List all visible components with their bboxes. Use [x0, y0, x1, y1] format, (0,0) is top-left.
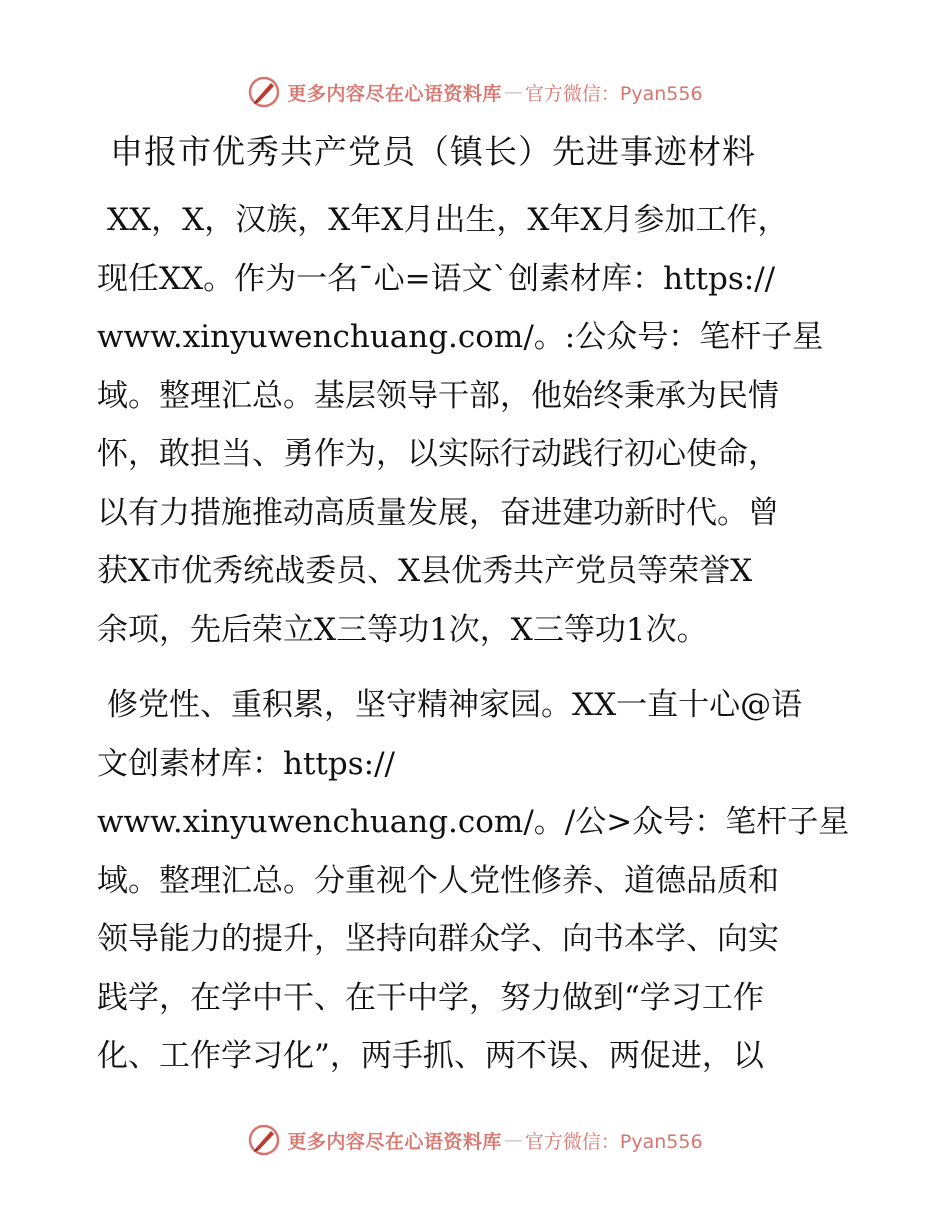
watermark-contact-text: 官方微信：Pyan556: [524, 1130, 703, 1153]
text-line: 修党性、重积累，坚守精神家园。XX一直十心@语: [107, 687, 803, 723]
text-line: www.xinyuwenchuang.com/。:公众号：笔杆子星: [97, 319, 824, 355]
watermark-header: [0, 72, 950, 112]
paragraph-2: [97, 676, 857, 1086]
quill-pen-logo-icon: [247, 75, 281, 109]
watermark-contact-text: 官方微信：Pyan556: [524, 82, 703, 105]
text-line: 怀，敢担当、勇作为，以实际行动践行初心使命，: [97, 436, 779, 472]
text-line: www.xinyuwenchuang.com/。/公>众号：笔杆子星: [97, 804, 850, 840]
text-line: 获X市优秀统战委员、X县优秀共产党员等荣誉X: [97, 553, 753, 589]
watermark-footer: [0, 1120, 950, 1160]
text-line: 域。整理汇总。基层领导干部，他始终秉承为民情: [97, 377, 779, 414]
text-line: 化、工作学习化”，两手抓、两不误、两促进，以: [97, 1038, 764, 1074]
text-line: 余项，先后荣立X三等功1次，X三等功1次。: [97, 611, 708, 648]
text-line: XX，X，汉族，X年X月出生，X年X月参加工作，: [107, 202, 789, 238]
text-line: 以有力措施推动高质量发展，奋进建功新时代。曾: [97, 494, 779, 531]
paragraph-1: [97, 191, 857, 659]
quill-pen-logo-icon: [247, 1123, 281, 1157]
watermark-separator: —: [503, 1129, 523, 1151]
document-title: 申报市优秀共产党员（镇长）先进事迹材料: [110, 132, 756, 171]
text-line: 领导能力的提升，坚持向群众学、向书本学、向实: [97, 921, 779, 957]
text-line: 现任XX。作为一名¯心=语文`创素材库：https://: [97, 260, 776, 297]
text-line: 文创素材库：https://: [97, 745, 395, 782]
text-line: 域。整理汇总。分重视个人党性修养、道德品质和: [97, 862, 779, 899]
watermark-brand-text: 更多内容尽在心语资料库: [287, 1130, 502, 1153]
text-line: 践学，在学中干、在干中学，努力做到“学习工作: [97, 979, 764, 1016]
watermark-separator: —: [503, 81, 523, 103]
watermark-brand-text: 更多内容尽在心语资料库: [287, 82, 502, 105]
